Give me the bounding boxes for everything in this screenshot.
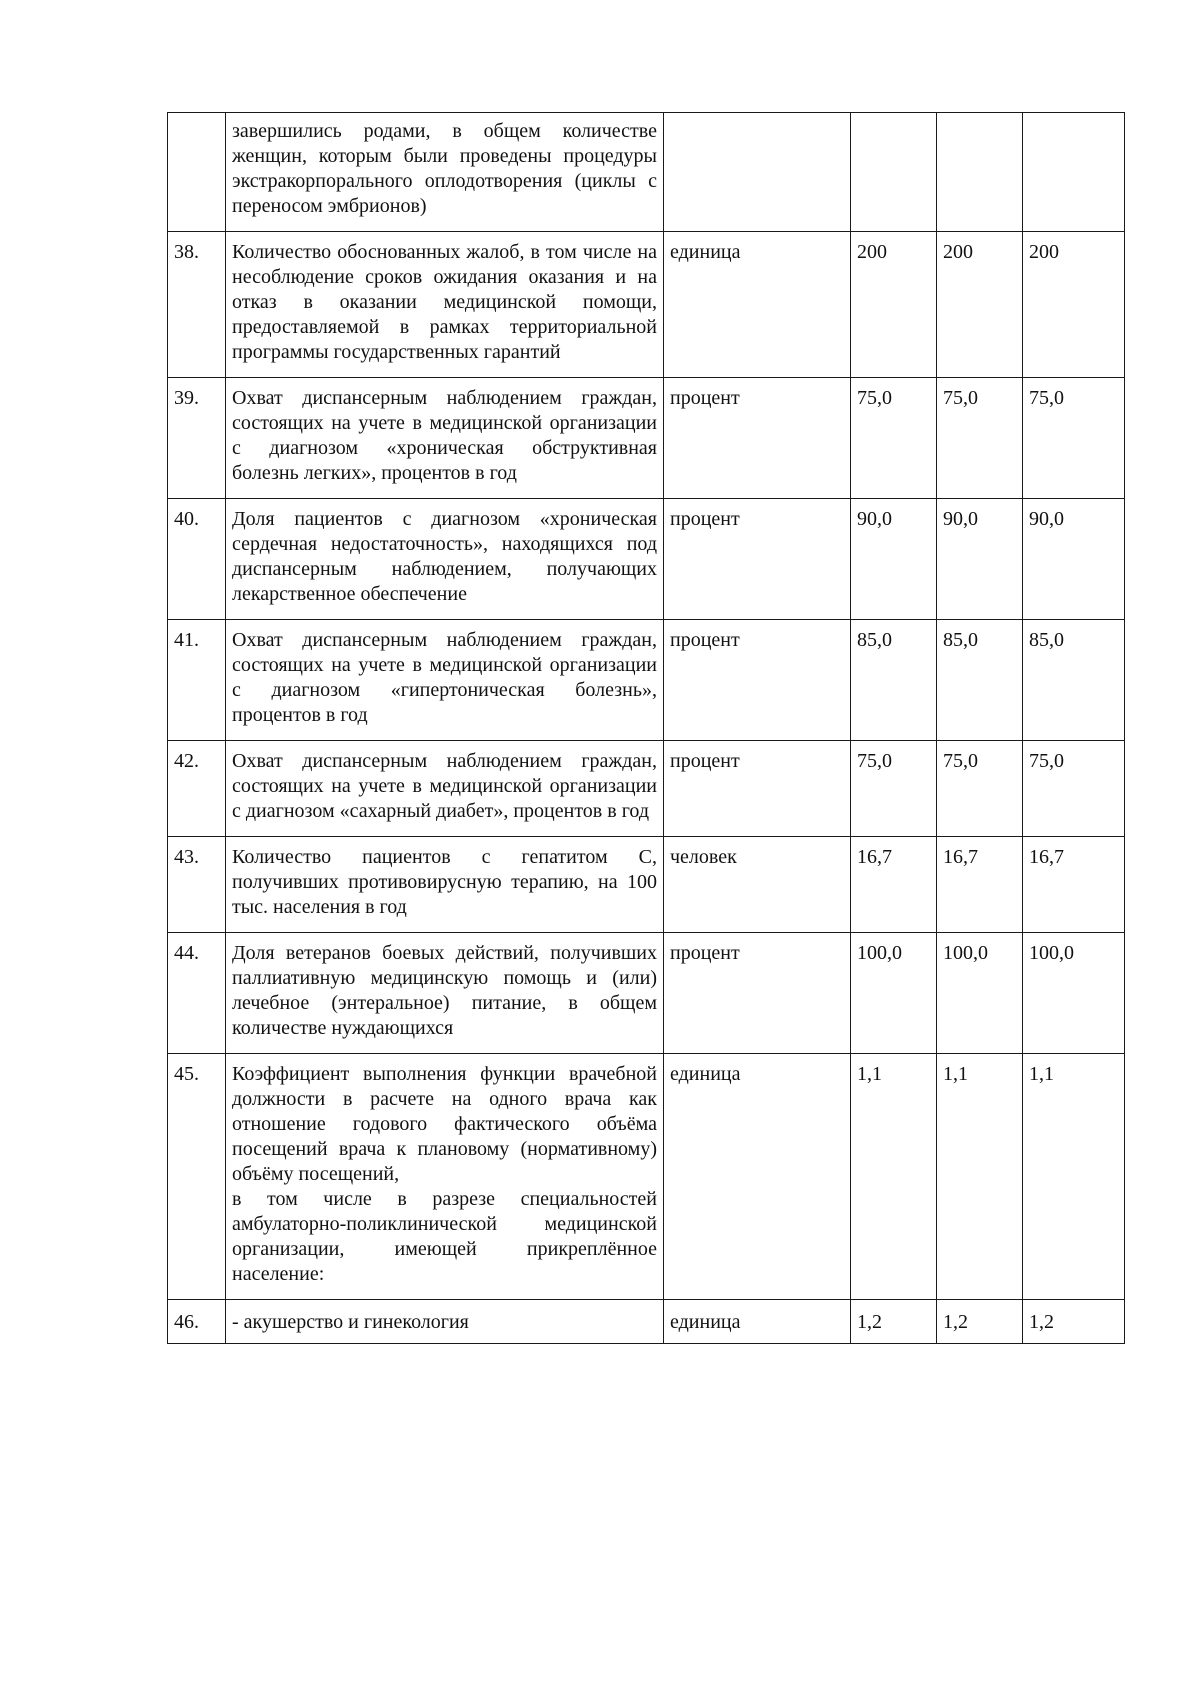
table-row — [168, 232, 1125, 378]
row-number: 38. — [168, 232, 226, 378]
unit-cell: процент — [664, 499, 851, 620]
indicator-name: Количество пациентов с гепатитом С, получивших противовирусную терапию, на 100 тыс. населения в год — [226, 837, 664, 933]
value-year-3: 75,0 — [1023, 741, 1125, 837]
value-year-1: 16,7 — [851, 837, 937, 933]
row-number — [168, 113, 226, 232]
unit-cell: единица — [664, 1054, 851, 1300]
indicator-name: Охват диспансерным наблюдением граждан, состоящих на учете в медицинской организации с диагнозом «хроническая обструктивная болезнь легких», процентов в год — [226, 378, 664, 499]
value-year-1: 90,0 — [851, 499, 937, 620]
value-year-3: 90,0 — [1023, 499, 1125, 620]
table-row — [168, 499, 1125, 620]
indicator-name: Охват диспансерным наблюдением граждан, состоящих на учете в медицинской организации с диагнозом «гипертоническая болезнь», процентов в год — [226, 620, 664, 741]
value-year-3: 1,1 — [1023, 1054, 1125, 1300]
value-year-3: 100,0 — [1023, 933, 1125, 1054]
unit-cell: процент — [664, 933, 851, 1054]
indicator-name-continuation: в том числе в разрезе специальностей амбулаторно-поликлинической медицинской организации, имеющей прикреплённое население: — [232, 1188, 657, 1285]
value-year-2: 75,0 — [937, 378, 1023, 499]
row-number: 41. — [168, 620, 226, 741]
indicator-name: Доля ветеранов боевых действий, получивших паллиативную медицинскую помощь и (или) лечебное (энтеральное) питание, в общем количестве нуждающихся — [226, 933, 664, 1054]
value-year-2: 1,2 — [937, 1300, 1023, 1344]
indicator-name: Коэффициент выполнения функции врачебной должности в расчете на одного врача как отношение годового фактического объёма посещений врача к плановому (нормативному) объёму посещений, — [232, 1063, 657, 1185]
table-row — [168, 933, 1125, 1054]
unit-cell: единица — [664, 232, 851, 378]
unit-cell: процент — [664, 378, 851, 499]
value-year-1: 1,2 — [851, 1300, 937, 1344]
row-number: 42. — [168, 741, 226, 837]
indicator-name: Количество обоснованных жалоб, в том числе на несоблюдение сроков ожидания оказания и на отказ в оказании медицинской помощи, предоставляемой в рамках территориальной программы государственных гарантий — [226, 232, 664, 378]
row-number: 44. — [168, 933, 226, 1054]
table-row — [168, 837, 1125, 933]
value-year-2: 90,0 — [937, 499, 1023, 620]
value-year-3 — [1023, 113, 1125, 232]
unit-cell: процент — [664, 620, 851, 741]
value-year-2: 1,1 — [937, 1054, 1023, 1300]
value-year-1: 100,0 — [851, 933, 937, 1054]
value-year-2: 16,7 — [937, 837, 1023, 933]
value-year-2 — [937, 113, 1023, 232]
value-year-2: 75,0 — [937, 741, 1023, 837]
table-row — [168, 113, 1125, 232]
value-year-2: 200 — [937, 232, 1023, 378]
table-row — [168, 620, 1125, 741]
row-number: 40. — [168, 499, 226, 620]
value-year-3: 1,2 — [1023, 1300, 1125, 1344]
value-year-2: 85,0 — [937, 620, 1023, 741]
value-year-1: 1,1 — [851, 1054, 937, 1300]
indicator-name: Охват диспансерным наблюдением граждан, состоящих на учете в медицинской организации с диагнозом «сахарный диабет», процентов в год — [226, 741, 664, 837]
indicators-table — [167, 112, 1125, 1344]
indicator-name-cell — [226, 1054, 664, 1300]
value-year-1: 85,0 — [851, 620, 937, 741]
unit-cell: единица — [664, 1300, 851, 1344]
table-row — [168, 1300, 1125, 1344]
value-year-3: 75,0 — [1023, 378, 1125, 499]
value-year-3: 16,7 — [1023, 837, 1125, 933]
row-number: 46. — [168, 1300, 226, 1344]
value-year-1: 75,0 — [851, 378, 937, 499]
value-year-1: 200 — [851, 232, 937, 378]
value-year-3: 200 — [1023, 232, 1125, 378]
indicator-name: завершились родами, в общем количестве женщин, которым были проведены процедуры экстракорпорального оплодотворения (циклы с переносом эмбрионов) — [226, 113, 664, 232]
value-year-2: 100,0 — [937, 933, 1023, 1054]
value-year-3: 85,0 — [1023, 620, 1125, 741]
unit-cell — [664, 113, 851, 232]
value-year-1: 75,0 — [851, 741, 937, 837]
table-row — [168, 1054, 1125, 1300]
table-row — [168, 378, 1125, 499]
row-number: 39. — [168, 378, 226, 499]
unit-cell: процент — [664, 741, 851, 837]
indicator-name: - акушерство и гинекология — [226, 1300, 664, 1344]
value-year-1 — [851, 113, 937, 232]
indicator-name: Доля пациентов с диагнозом «хроническая сердечная недостаточность», находящихся под диспансерным наблюдением, получающих лекарственное обеспечение — [226, 499, 664, 620]
unit-cell: человек — [664, 837, 851, 933]
table-row — [168, 741, 1125, 837]
row-number: 43. — [168, 837, 226, 933]
row-number: 45. — [168, 1054, 226, 1300]
